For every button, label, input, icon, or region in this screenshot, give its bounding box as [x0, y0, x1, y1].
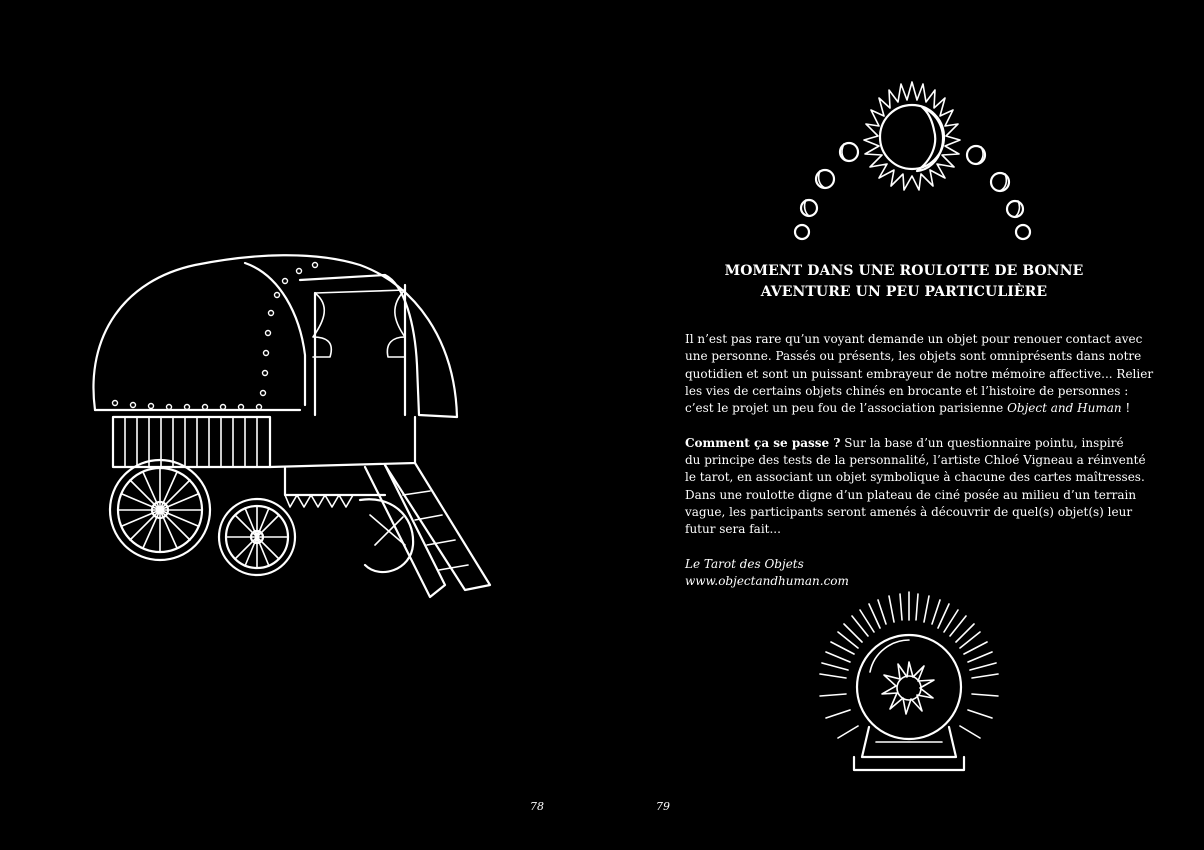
article-body — [685, 331, 1154, 590]
paragraph-2-line-4: Dans une roulotte digne d’un plateau de ciné posée au milieu d’un terrain — [685, 487, 1137, 502]
paragraph-1-line-1: Il n’est pas rare qu’un voyant demande un objet pour renouer contact avec — [685, 332, 1143, 346]
page-number-left: 78 — [530, 800, 544, 813]
page-number-right: 79 — [656, 800, 670, 813]
article-heading — [702, 261, 1106, 303]
crystal-ball-icon — [814, 592, 1004, 782]
paragraph-1-line-5-text: c’est le projet un peu fou de l’association parisienne — [685, 401, 1008, 416]
paragraph-2-line-1 — [685, 435, 1135, 452]
credits-url: www.objectandhuman.com — [685, 574, 849, 589]
paragraph-1-line-4: les vies de certains objets chinés en brocante et l’histoire de personnes : — [685, 383, 1129, 398]
paragraph-2-line-1-text: Sur la base d’un questionnaire pointu, inspiré — [840, 435, 1124, 450]
paragraph-2-line-3: le tarot, en associant un objet symbolique à chacune des cartes maîtresses. — [685, 470, 1145, 485]
paragraph-1-line-5-end: ! — [1121, 401, 1131, 416]
credits-title: Le Tarot des Objets — [685, 556, 804, 571]
paragraph-1-line-5 — [685, 400, 1135, 417]
heading-line-2: AVENTURE UN PEU PARTICULIÈRE — [760, 284, 1048, 300]
paragraph-2-line-6: futur sera fait... — [685, 522, 781, 537]
right-page — [602, 0, 1204, 850]
paragraph-1-line-2: une personne. Passés ou présents, les objets sont omniprésents dans notre — [685, 349, 1142, 364]
association-name: Object and Human — [1007, 401, 1122, 416]
sun-moon-phases-icon — [782, 82, 1042, 242]
paragraph-1-line-3: quotidien et sont un puissant embrayeur de notre mémoire affective... Relier — [685, 366, 1154, 381]
paragraph-2-line-2: du principe des tests de la personnalité, l’artiste Chloé Vigneau a réinventé — [685, 453, 1146, 468]
paragraph-2-line-5: vague, les participants seront amenés à découvrir de quel(s) objet(s) leur — [685, 504, 1133, 519]
paragraph-2-lead: Comment ça se passe ? — [685, 435, 841, 450]
heading-line-1: MOMENT DANS UNE ROULOTTE DE BONNE — [724, 263, 1084, 279]
caravan-illustration — [85, 245, 505, 605]
